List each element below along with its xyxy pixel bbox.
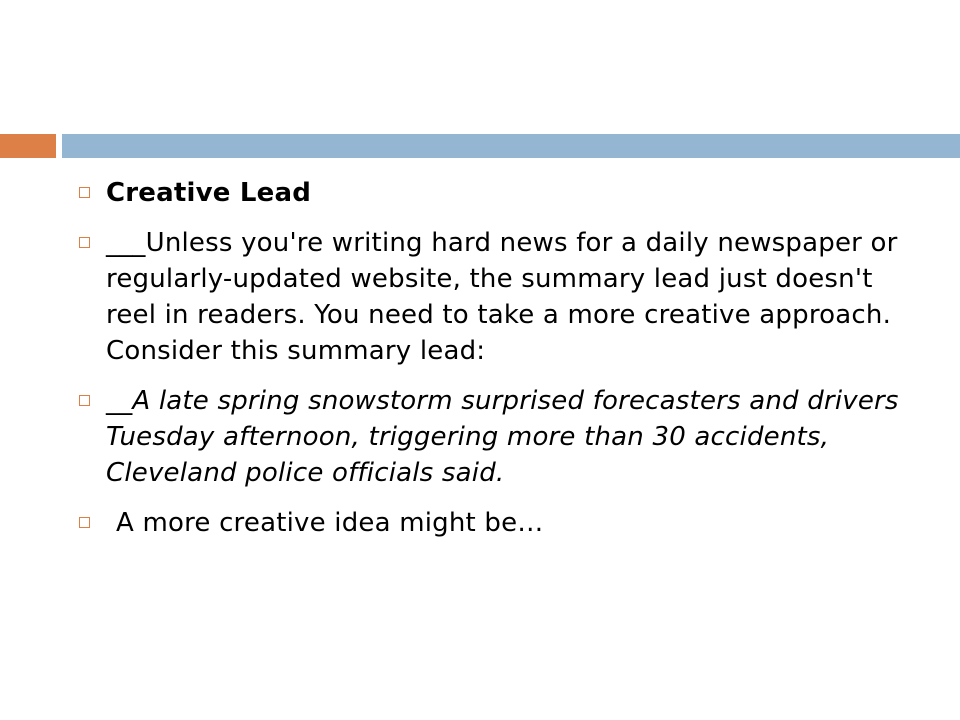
bullet-example-lead: __A late spring snowstorm surprised forecasters and drivers Tuesday afternoon, triggering more than 30 accidents, Cleveland police officials said.: [106, 386, 899, 488]
list-item: [76, 505, 916, 541]
square-bullet-icon: [79, 237, 90, 248]
list-item: [76, 175, 916, 211]
list-item: [76, 383, 916, 491]
bullet-list: [76, 175, 916, 555]
header-accent-bar: [0, 134, 56, 158]
square-bullet-icon: [79, 187, 90, 198]
bullet-text: ___Unless you're writing hard news for a daily newspaper or regularly-updated website, the summary lead just doesn't reel in readers. You need to take a more creative approach. Consider this summary lead:: [106, 228, 898, 366]
square-bullet-icon: [79, 395, 90, 406]
bullet-text: A more creative idea might be…: [116, 508, 544, 538]
bullet-heading: Creative Lead: [106, 178, 312, 208]
header-bar: [62, 134, 960, 158]
square-bullet-icon: [79, 517, 90, 528]
list-item: [76, 225, 916, 369]
